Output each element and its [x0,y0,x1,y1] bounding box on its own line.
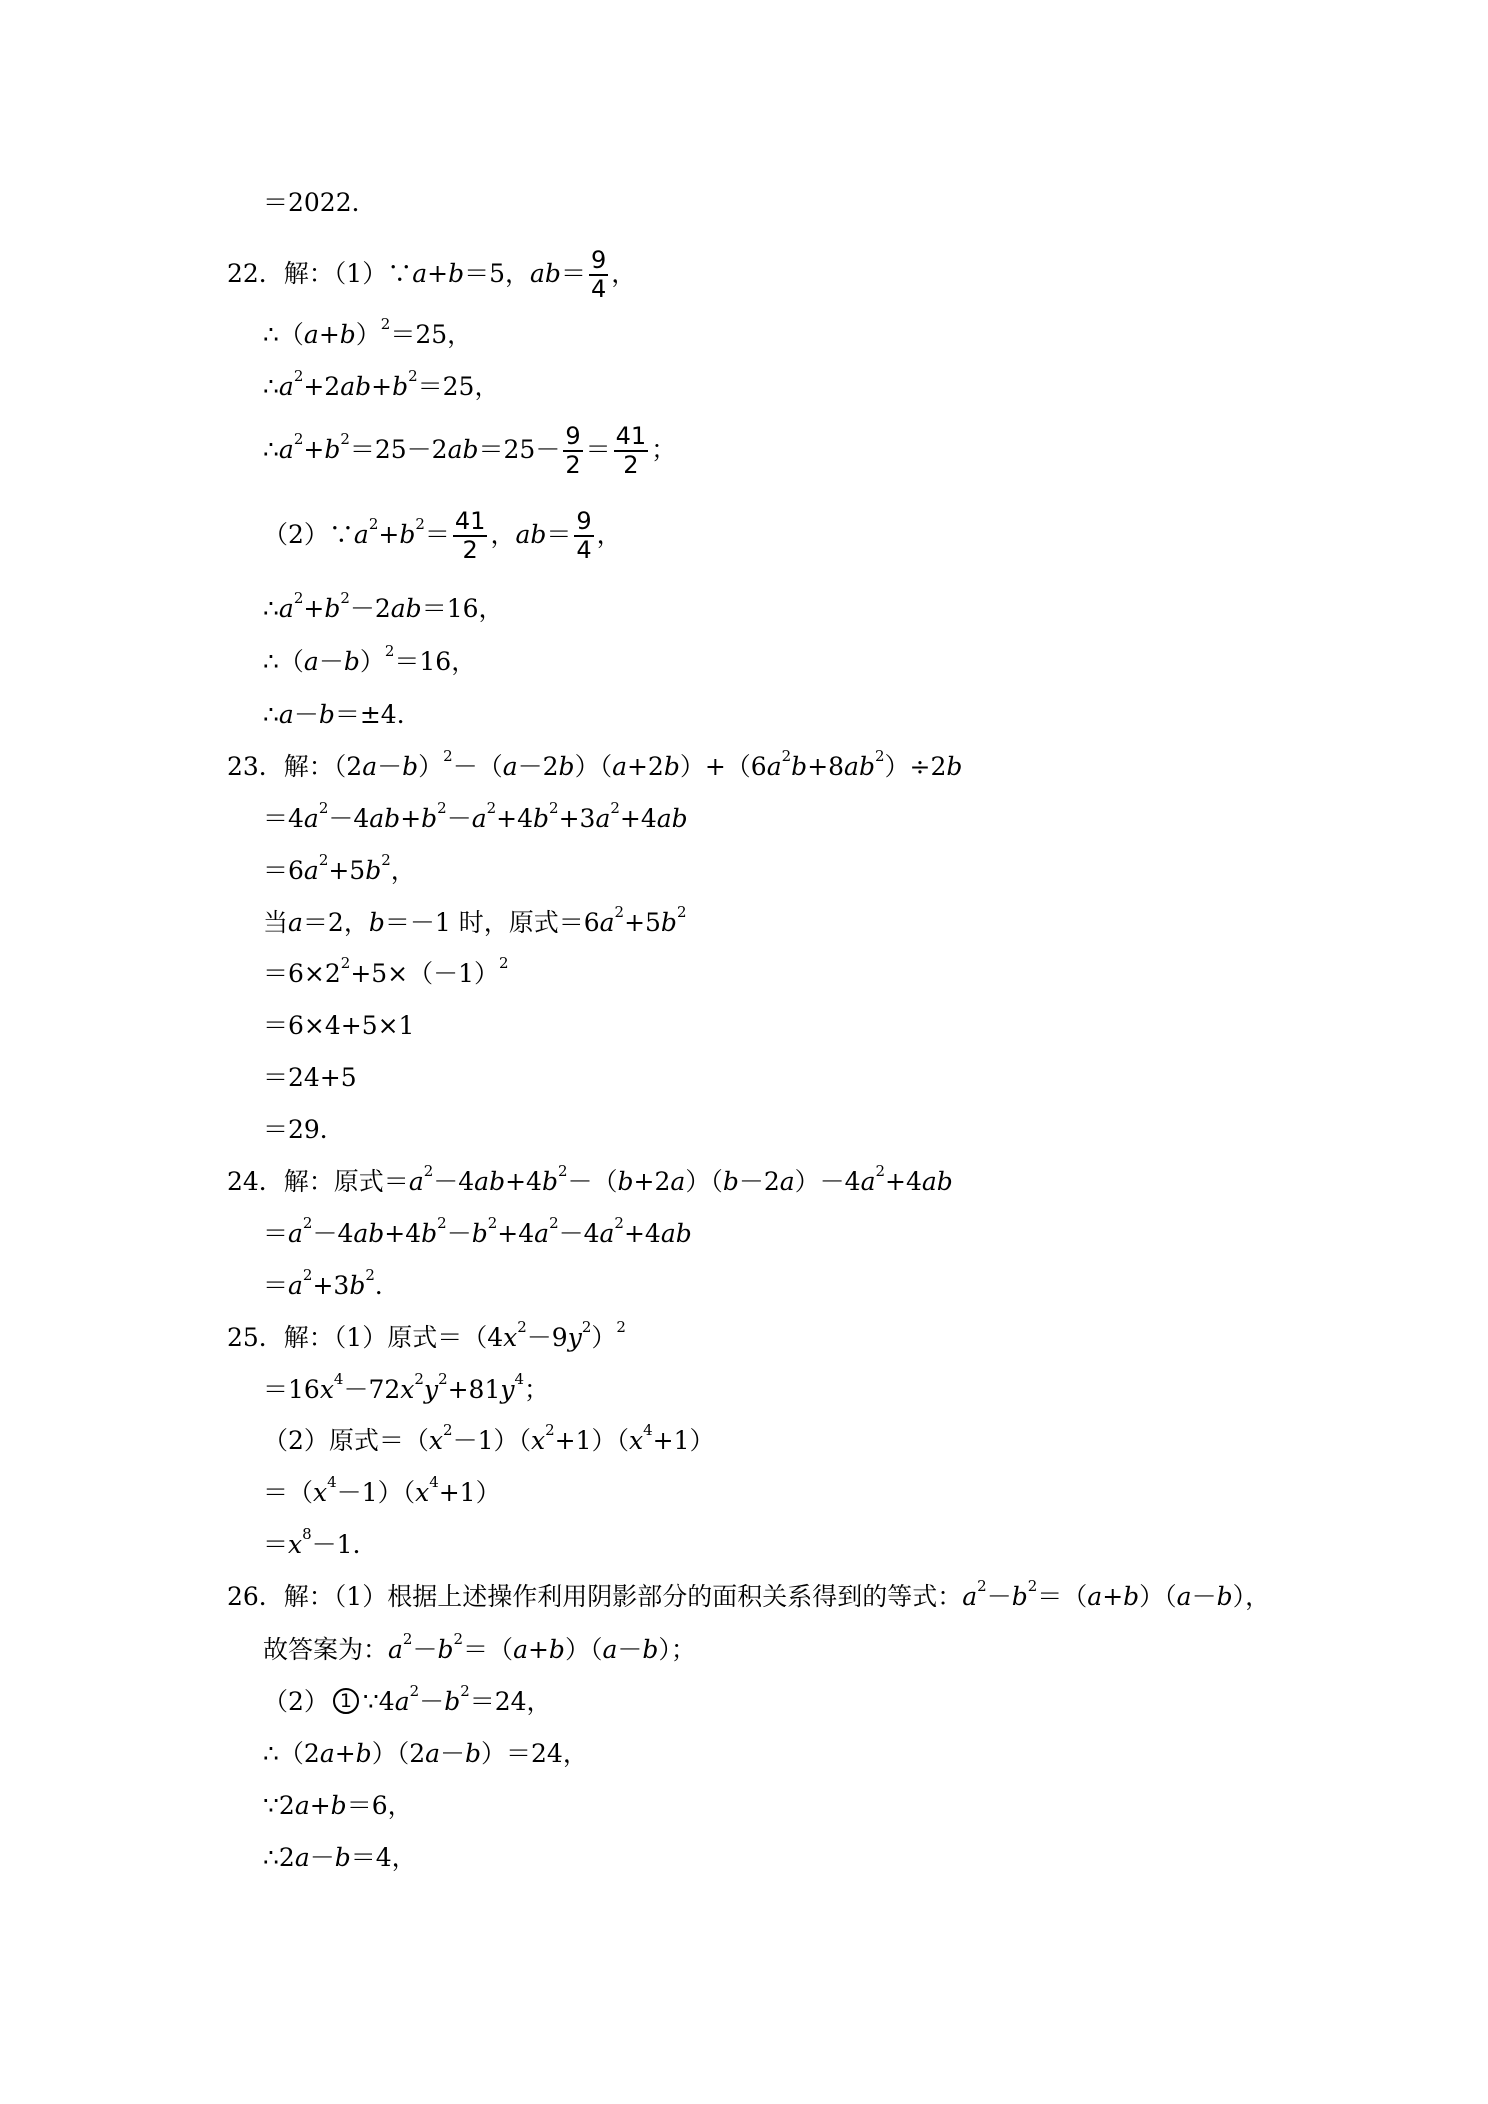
line-9: ∴ a － b ＝±4． [263,699,422,729]
fraction: $\frac{9}{2}$ [565,421,581,479]
line-11: ＝4 a $^2$ －4 ab + b $^2$ － a $^2$ +4 b $^2$ +3 a $^2$ +4 ab [263,798,688,833]
line-26: 26．解：（1）根据上述操作利用阴影部分的面积关系得到的等式： a $^2$ － b $^2$ ＝（ a + b ）（ a － b ）， [227,1576,1271,1611]
line-15: ＝6×4+5×1 [263,1010,415,1040]
line-16: ＝24+5 [263,1062,357,1092]
line-19: ＝ a $^2$ －4 ab +4 b $^2$ － b $^2$ +4 a $^2$ －4 a $^2$ +4 ab [263,1213,692,1248]
line-18: 24．解：原式＝ a $^2$ －4 ab +4 b $^2$ －（ b +2 a ）（ b －2 a ）－4 a $^2$ +4 ab [227,1161,953,1196]
line-24: ＝（ x $^4$ －1）（ x $^4$ +1） [263,1472,501,1507]
line-31: ∴2 a － b ＝4， [263,1842,417,1872]
fraction: $\frac{41}{2}$ [454,506,486,564]
line-25: ＝ x $^8$ －1． [263,1524,378,1559]
line-7: ∴ a $^2$ + b $^2$ －2 ab ＝16， [263,588,504,623]
line-5: ∴ a $^2$ + b $^2$ ＝25－2 ab ＝25－ $\frac{9}{2}$ ＝ $\frac{41}{2}$ ； [263,421,677,479]
line-13: 当 a ＝2， b ＝－1 时，原式＝6 a $^2$ +5 b $^2$ [263,902,687,937]
line-6: （2）∵ a $^2$ + b $^2$ ＝ $\frac{41}{2}$ ， ab ＝ $\frac{9}{4}$ ， [263,506,622,564]
fraction: $\frac{9}{4}$ [590,245,607,303]
line-30: ∵2 a + b ＝6， [263,1790,413,1820]
line-14: ＝6×2 $^2$ +5×（－1） $^2$ [263,953,509,988]
fraction: $\frac{9}{4}$ [576,506,592,564]
line-22: ＝16 x $^4$ －72 x $^2$ y $^2$ +81 y $^4$ ； [263,1369,550,1404]
circled-number: 1 [333,1688,359,1714]
line-4: ∴ a $^2$ +2 ab + b $^2$ ＝25， [263,366,500,401]
line-2: 22．解：（1）∵ a + b ＝5 ， ab ＝ $\frac{9}{4}$ ， [227,245,637,303]
line-17: ＝29． [263,1114,345,1144]
line-1: ＝2022． [263,187,377,217]
line-21: 25．解：（1）原式＝（4 x $^2$ －9 y $^2$ ） $^2$ [227,1317,626,1352]
line-20: ＝ a $^2$ +3 b $^2$ ． [263,1265,400,1300]
line-3: ∴（ a + b ） $^2$ ＝25， [263,314,473,349]
fraction: $\frac{41}{2}$ [615,421,647,479]
line-23: （2）原式＝（ x $^2$ －1）（ x $^2$ +1）（ x $^4$ +1） [263,1420,715,1455]
line-8: ∴（ a － b ） $^2$ ＝16， [263,641,477,676]
line-29: ∴（2 a + b ）（2 a － b ）＝24， [263,1738,588,1768]
line-28: （2） 1 ∵4 a $^2$ － b $^2$ ＝24， [263,1681,552,1716]
line-10: 23．解：（2 a － b ） $^2$ －（ a －2 b ）（ a +2 b ）+（6 a $^2$ b +8 ab $^2$ ）÷2 b [227,746,963,781]
line-12: ＝6 a $^2$ +5 b $^2$ ， [263,850,416,885]
line-27: 故答案为： a $^2$ － b $^2$ ＝（ a + b ）（ a － b ）； [263,1629,696,1664]
